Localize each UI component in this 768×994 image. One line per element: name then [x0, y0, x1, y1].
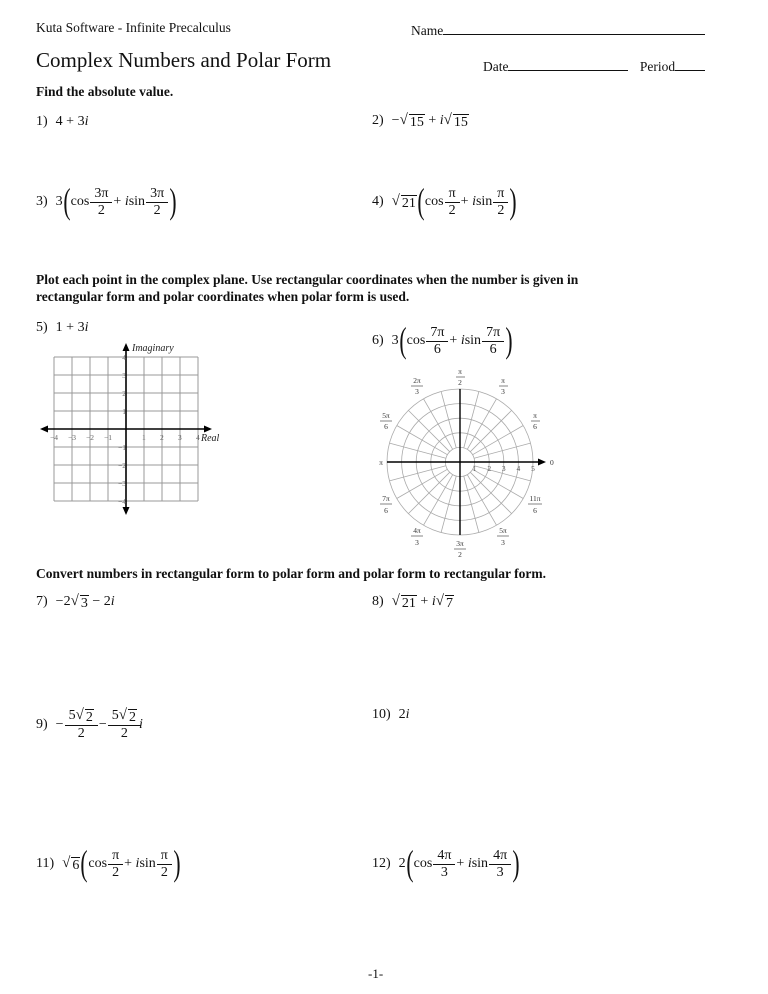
denominator: 2	[146, 202, 168, 219]
sqrt	[392, 593, 417, 611]
radicand: 21	[401, 196, 416, 211]
x-tick-labels	[50, 433, 200, 442]
radicand: 21	[401, 596, 416, 611]
angle-5pi-over-6	[380, 411, 392, 431]
svg-text:11π: 11π	[529, 494, 541, 503]
sqrt	[76, 707, 94, 725]
svg-text:2: 2	[122, 389, 126, 398]
date-label: Date	[483, 59, 509, 74]
real-axis-label: Real	[201, 433, 220, 444]
svg-text:6: 6	[384, 422, 388, 431]
fraction	[110, 707, 139, 742]
radical-icon: √	[62, 855, 71, 871]
operator: +	[428, 113, 437, 128]
svg-text:π: π	[501, 376, 505, 385]
problem-8	[372, 593, 454, 611]
instruction-absolute-value: Find the absolute value.	[36, 84, 174, 99]
denominator: 6	[482, 341, 504, 358]
problem-number: 2)	[372, 113, 384, 128]
problem-number: 6)	[372, 333, 384, 348]
radical-icon: √	[435, 593, 444, 609]
svg-text:3π: 3π	[456, 539, 464, 548]
svg-text:4: 4	[122, 353, 126, 362]
problem-number: 9)	[36, 716, 48, 732]
problem-9	[36, 707, 143, 742]
coefficient: 3	[55, 194, 63, 209]
fraction	[67, 707, 96, 742]
sin-label: sin	[139, 856, 156, 871]
right-paren: )	[512, 843, 520, 883]
numerator: 4π	[493, 847, 508, 863]
svg-text:−1: −1	[118, 443, 126, 452]
sin-label: sin	[128, 194, 146, 209]
svg-text:3: 3	[122, 371, 126, 380]
fraction	[491, 848, 509, 881]
angle-0: 0	[550, 458, 554, 467]
operator: −	[391, 113, 400, 128]
operator: +	[66, 320, 75, 335]
term: 3	[77, 320, 85, 335]
svg-text:2: 2	[458, 550, 462, 559]
numerator	[110, 707, 139, 725]
svg-text:3: 3	[415, 387, 419, 396]
operator: −	[55, 594, 64, 609]
svg-text:4: 4	[516, 464, 521, 473]
radicand: 2	[85, 710, 93, 725]
left-paren: (	[80, 843, 88, 883]
denominator: 6	[426, 341, 448, 358]
coefficient: 5	[111, 708, 119, 723]
svg-text:6: 6	[533, 422, 537, 431]
numerator: 7π	[430, 324, 445, 340]
polar-axes	[387, 389, 540, 535]
imaginary-unit: i	[467, 856, 472, 871]
denominator: 2	[108, 864, 123, 881]
svg-text:−4: −4	[118, 497, 126, 506]
right-paren: )	[169, 181, 177, 221]
radical-icon: √	[399, 112, 408, 128]
radicand: 7	[445, 596, 453, 611]
fraction	[484, 325, 502, 358]
period-label: Period	[639, 59, 676, 74]
numerator: π	[160, 847, 168, 863]
problem-6	[372, 320, 513, 360]
svg-text:3: 3	[501, 464, 506, 473]
arrow-left-icon	[40, 426, 48, 433]
svg-text:7π: 7π	[382, 494, 390, 503]
sqrt	[119, 707, 137, 725]
numerator: 3π	[94, 185, 109, 201]
angle-3pi-over-2	[454, 539, 466, 559]
term: 4	[55, 114, 63, 129]
problem-number: 7)	[36, 594, 48, 609]
svg-text:−2: −2	[86, 433, 94, 442]
svg-text:5π: 5π	[382, 411, 390, 420]
radical-icon: √	[118, 707, 127, 723]
svg-text:−3: −3	[68, 433, 76, 442]
imaginary-unit: i	[110, 594, 115, 609]
imaginary-unit: i	[84, 114, 89, 129]
problem-number: 4)	[372, 194, 384, 209]
imaginary-unit: i	[472, 194, 476, 209]
coefficient: 3	[391, 333, 399, 348]
operator: −	[55, 716, 64, 732]
problem-number: 8)	[372, 594, 384, 609]
svg-text:2: 2	[487, 464, 492, 473]
instruction-line: Plot each point in the complex plane. Use rectangular coordinates when the number is given in	[36, 272, 579, 287]
angle-2pi-over-3	[411, 376, 423, 396]
svg-text:3: 3	[178, 433, 182, 442]
operator: +	[449, 333, 458, 348]
svg-text:4π: 4π	[413, 526, 421, 535]
publisher-label: Kuta Software - Infinite Precalculus	[36, 20, 231, 35]
numerator: π	[112, 847, 120, 863]
cos-label: cos	[413, 856, 433, 871]
svg-text:1: 1	[142, 433, 146, 442]
fraction	[428, 325, 446, 358]
problem-number: 5)	[36, 320, 48, 335]
radical-icon: √	[391, 193, 400, 209]
svg-text:1: 1	[122, 407, 126, 416]
imaginary-unit: i	[460, 333, 465, 348]
problem-number: 3)	[36, 194, 48, 209]
page-title: Complex Numbers and Polar Form	[36, 48, 332, 72]
svg-text:4: 4	[196, 433, 200, 442]
svg-text:3: 3	[415, 538, 419, 547]
polar-coordinate-grid[interactable]	[379, 367, 554, 559]
svg-text:3: 3	[501, 538, 505, 547]
radicand: 3	[80, 596, 88, 611]
coefficient: 5	[68, 708, 76, 723]
cos-label: cos	[88, 856, 108, 871]
denominator: 3	[489, 864, 511, 881]
svg-text:π: π	[533, 411, 537, 420]
angle-4pi-over-3	[411, 526, 423, 547]
angle-pi-over-6	[531, 411, 540, 431]
imaginary-unit: i	[135, 856, 140, 871]
right-paren: )	[173, 843, 181, 883]
operator: −	[92, 594, 101, 609]
denominator: 2	[157, 864, 172, 881]
angle-pi-over-3	[499, 376, 508, 396]
operator: +	[460, 194, 469, 209]
imaginary-unit: i	[84, 320, 89, 335]
angle-labels	[379, 367, 554, 559]
svg-text:6: 6	[384, 506, 388, 515]
problem-12	[372, 843, 520, 883]
svg-text:−3: −3	[118, 479, 126, 488]
svg-text:3: 3	[501, 387, 505, 396]
svg-text:6: 6	[533, 506, 537, 515]
radial-tick-labels	[473, 464, 535, 473]
problem-number: 10)	[372, 707, 391, 722]
denominator: 2	[445, 202, 460, 219]
radicand: 6	[72, 858, 80, 873]
svg-text:2: 2	[160, 433, 164, 442]
instruction-line: rectangular form and polar coordinates when polar form is used.	[36, 288, 410, 304]
radicand: 2	[128, 710, 136, 725]
svg-text:π: π	[458, 367, 462, 376]
arrow-up-icon	[123, 343, 130, 351]
arrow-right-icon	[204, 426, 212, 433]
problem-10	[372, 707, 410, 723]
problem-7	[36, 593, 115, 611]
axes	[46, 349, 206, 509]
cos-label: cos	[424, 194, 444, 209]
radical-icon: √	[75, 707, 84, 723]
right-paren: )	[509, 181, 517, 221]
angle-pi-over-2	[456, 367, 465, 387]
numerator: π	[497, 185, 505, 201]
operator: +	[124, 856, 133, 871]
left-paren: (	[63, 181, 71, 221]
coefficient: 2	[63, 594, 71, 609]
operator: +	[66, 114, 75, 129]
imaginary-unit: i	[138, 716, 143, 732]
angle-pi: π	[379, 458, 383, 467]
imaginary-unit: i	[124, 194, 129, 209]
radicand: 15	[409, 115, 424, 130]
denominator: 2	[493, 202, 508, 219]
svg-text:−4: −4	[50, 433, 58, 442]
svg-text:2π: 2π	[413, 376, 421, 385]
page-number: -1-	[368, 966, 384, 981]
svg-text:2: 2	[458, 378, 462, 387]
numerator: 3π	[150, 185, 165, 201]
sin-label: sin	[464, 333, 482, 348]
problem-number: 1)	[36, 114, 48, 129]
angle-11pi-over-6	[528, 494, 542, 515]
problem-11	[36, 843, 181, 883]
fraction	[159, 848, 170, 881]
problem-number: 11)	[36, 856, 55, 871]
numerator: 7π	[486, 324, 501, 340]
svg-text:−2: −2	[118, 461, 126, 470]
arrow-right-icon	[538, 459, 546, 466]
term: 1	[55, 320, 63, 335]
imaginary-unit: i	[431, 594, 436, 609]
numerator: π	[448, 185, 456, 201]
sqrt	[436, 593, 454, 611]
name-label: Name	[411, 23, 444, 38]
imaginary-axis-label: Imaginary	[132, 343, 174, 354]
left-paren: (	[406, 843, 414, 883]
instruction-convert: Convert numbers in rectangular form to polar form and polar form to rectangular form.	[36, 566, 546, 581]
radical-icon: √	[443, 112, 452, 128]
svg-text:5π: 5π	[499, 526, 507, 535]
svg-text:5: 5	[531, 464, 535, 473]
left-paren: (	[399, 320, 407, 360]
sqrt	[71, 593, 89, 611]
term: 2	[103, 594, 111, 609]
cos-label: cos	[406, 333, 426, 348]
imaginary-unit: i	[439, 113, 444, 128]
svg-text:−1: −1	[104, 433, 112, 442]
problem-number: 12)	[372, 856, 391, 871]
coefficient: 2	[398, 856, 406, 871]
term: 3	[77, 114, 85, 129]
radical-icon: √	[391, 593, 400, 609]
radical-icon: √	[70, 593, 79, 609]
denominator: 2	[65, 725, 98, 742]
fraction	[110, 848, 121, 881]
angle-7pi-over-6	[380, 494, 392, 515]
arrow-down-icon	[123, 507, 130, 515]
left-paren: (	[417, 181, 425, 221]
svg-text:1: 1	[472, 464, 477, 473]
term: 2	[398, 707, 406, 722]
denominator: 3	[433, 864, 455, 881]
right-paren: )	[505, 320, 513, 360]
sin-label: sin	[471, 856, 489, 871]
operator: −	[98, 716, 107, 732]
denominator: 2	[108, 725, 141, 742]
sqrt	[62, 855, 80, 873]
angle-5pi-over-3	[497, 526, 509, 547]
operator: +	[420, 594, 429, 609]
numerator: 4π	[437, 847, 452, 863]
radicand: 15	[453, 115, 468, 130]
imaginary-unit: i	[405, 707, 410, 722]
fraction	[435, 848, 453, 881]
denominator: 2	[90, 202, 112, 219]
operator: +	[113, 194, 122, 209]
operator: +	[456, 856, 465, 871]
sin-label: sin	[475, 194, 493, 209]
cos-label: cos	[70, 194, 90, 209]
numerator	[67, 707, 96, 725]
